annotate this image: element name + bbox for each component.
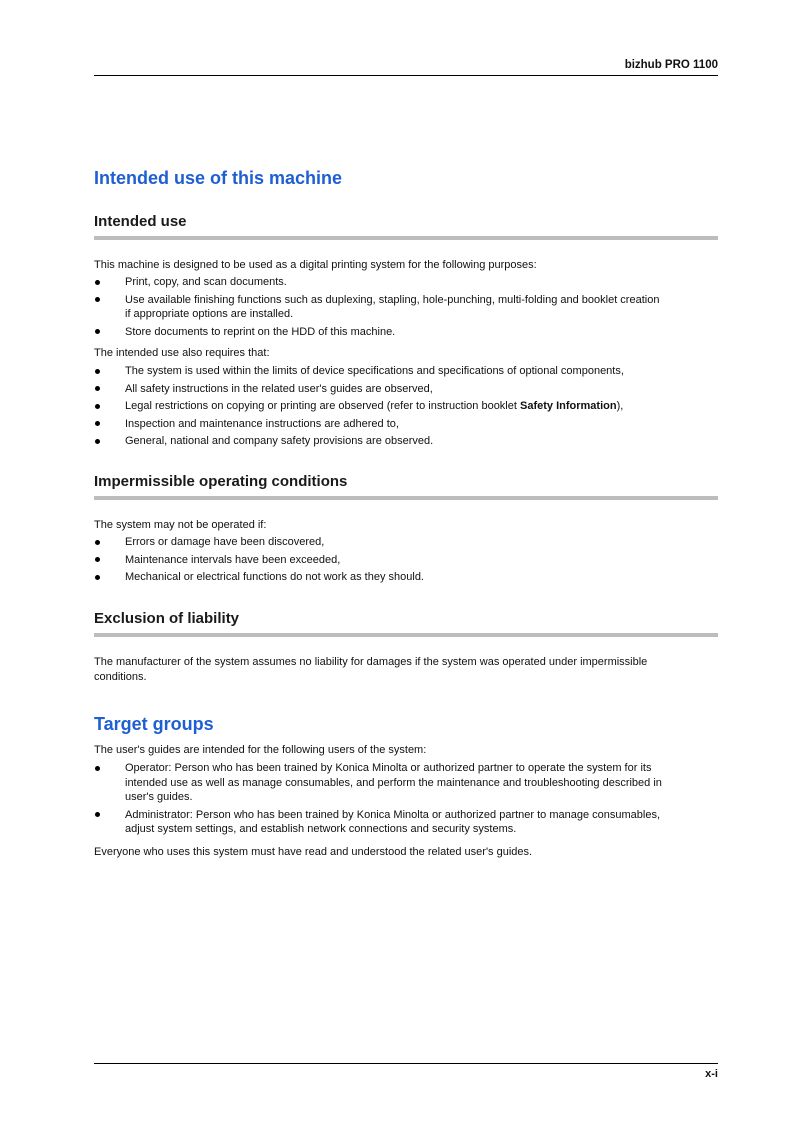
impermissible-intro: The system may not be operated if: [94,519,267,531]
bullet-icon [95,540,100,545]
list-item [94,761,662,805]
list-item-text: Errors or damage have been discovered, [125,536,325,548]
list-item-text: General, national and company safety provisions are observed. [125,435,434,447]
list-item-text [125,399,624,414]
list-item-text-end: ), [616,400,624,412]
paragraph-line: conditions. [94,670,147,683]
list-item [94,434,624,449]
subheading-liability: Exclusion of liability [94,610,240,627]
list-item-text: Mechanical or electrical functions do not work as they should. [125,571,424,583]
bullet-icon [95,575,100,580]
list-item-text: Use available finishing functions such as duplexing, stapling, hole-punching, multi-folding and booklet creation [125,293,660,306]
bullet-icon [95,557,100,562]
list-item-text: Operator: Person who has been trained by Konica Minolta or authorized partner to operate the system for its [125,762,652,774]
bullet-icon [95,439,100,444]
subheading-rule [94,496,718,500]
subheading-impermissible: Impermissible operating conditions [94,473,348,490]
subheading-rule [94,236,718,240]
list-item [94,808,662,837]
target-groups-intro: The user's guides are intended for the following users of the system: [94,744,427,756]
purposes-list [94,275,659,342]
bullet-icon [95,369,100,374]
requirements-intro: The intended use also requires that: [94,347,270,359]
list-item-text-start: Legal restrictions on copying or printing are observed (refer to instruction booklet [125,400,520,412]
header-rule [94,75,718,76]
list-item-text: intended use as well as manage consumables, and perform the maintenance and troubleshooting described in [125,776,662,789]
footer-rule [94,1063,718,1064]
bullet-icon [95,280,100,285]
bullet-icon [95,297,100,302]
subheading-rule [94,633,718,637]
list-item-text: Administrator: Person who has been trained by Konica Minolta or authorized partner to manage consumables, [125,808,661,821]
list-item-text: All safety instructions in the related user's guides are observed, [125,382,433,395]
list-item [94,417,624,432]
conditions-list [94,535,424,588]
list-item [94,535,424,550]
bullet-icon [95,386,100,391]
requirements-list [94,364,624,452]
bullet-icon [95,421,100,426]
list-item [94,570,424,585]
list-item [94,382,624,397]
subheading-intended-use: Intended use [94,213,187,230]
target-groups-closing: Everyone who uses this system must have read and understood the related user's guides. [94,846,533,858]
list-item [94,364,624,379]
list-item [94,275,659,290]
list-item-text: if appropriate options are installed. [125,308,294,320]
purposes-intro: This machine is designed to be used as a digital printing system for the following purposes: [94,259,537,271]
booklet-name-bold: Safety Information [520,400,617,412]
list-item-text: user's guides. [125,791,193,803]
header-product-name: bizhub PRO 1100 [624,59,718,71]
bullet-icon [95,766,100,771]
list-item-text: adjust system settings, and establish network connections and security systems. [125,823,517,835]
paragraph-line: The manufacturer of the system assumes no liability for damages if the system was operated under impermissible [94,656,648,668]
liability-paragraph [94,655,647,684]
bullet-icon [95,329,100,334]
list-item-text: Maintenance intervals have been exceeded, [125,553,341,566]
section-title-target-groups: Target groups [94,714,214,734]
list-item-text: Inspection and maintenance instructions are adhered to, [125,417,399,430]
section-title-intended-use: Intended use of this machine [94,168,343,188]
bullet-icon [95,812,100,817]
list-item [94,325,659,340]
list-item [94,553,424,568]
list-item-text: Store documents to reprint on the HDD of this machine. [125,325,396,338]
list-item-text: Print, copy, and scan documents. [125,276,287,288]
list-item [94,293,659,322]
list-item [94,399,624,414]
bullet-icon [95,404,100,409]
target-groups-list [94,761,662,840]
list-item-text: The system is used within the limits of device specifications and specifications of optional components, [125,365,624,377]
page-number: x-i [705,1068,718,1080]
